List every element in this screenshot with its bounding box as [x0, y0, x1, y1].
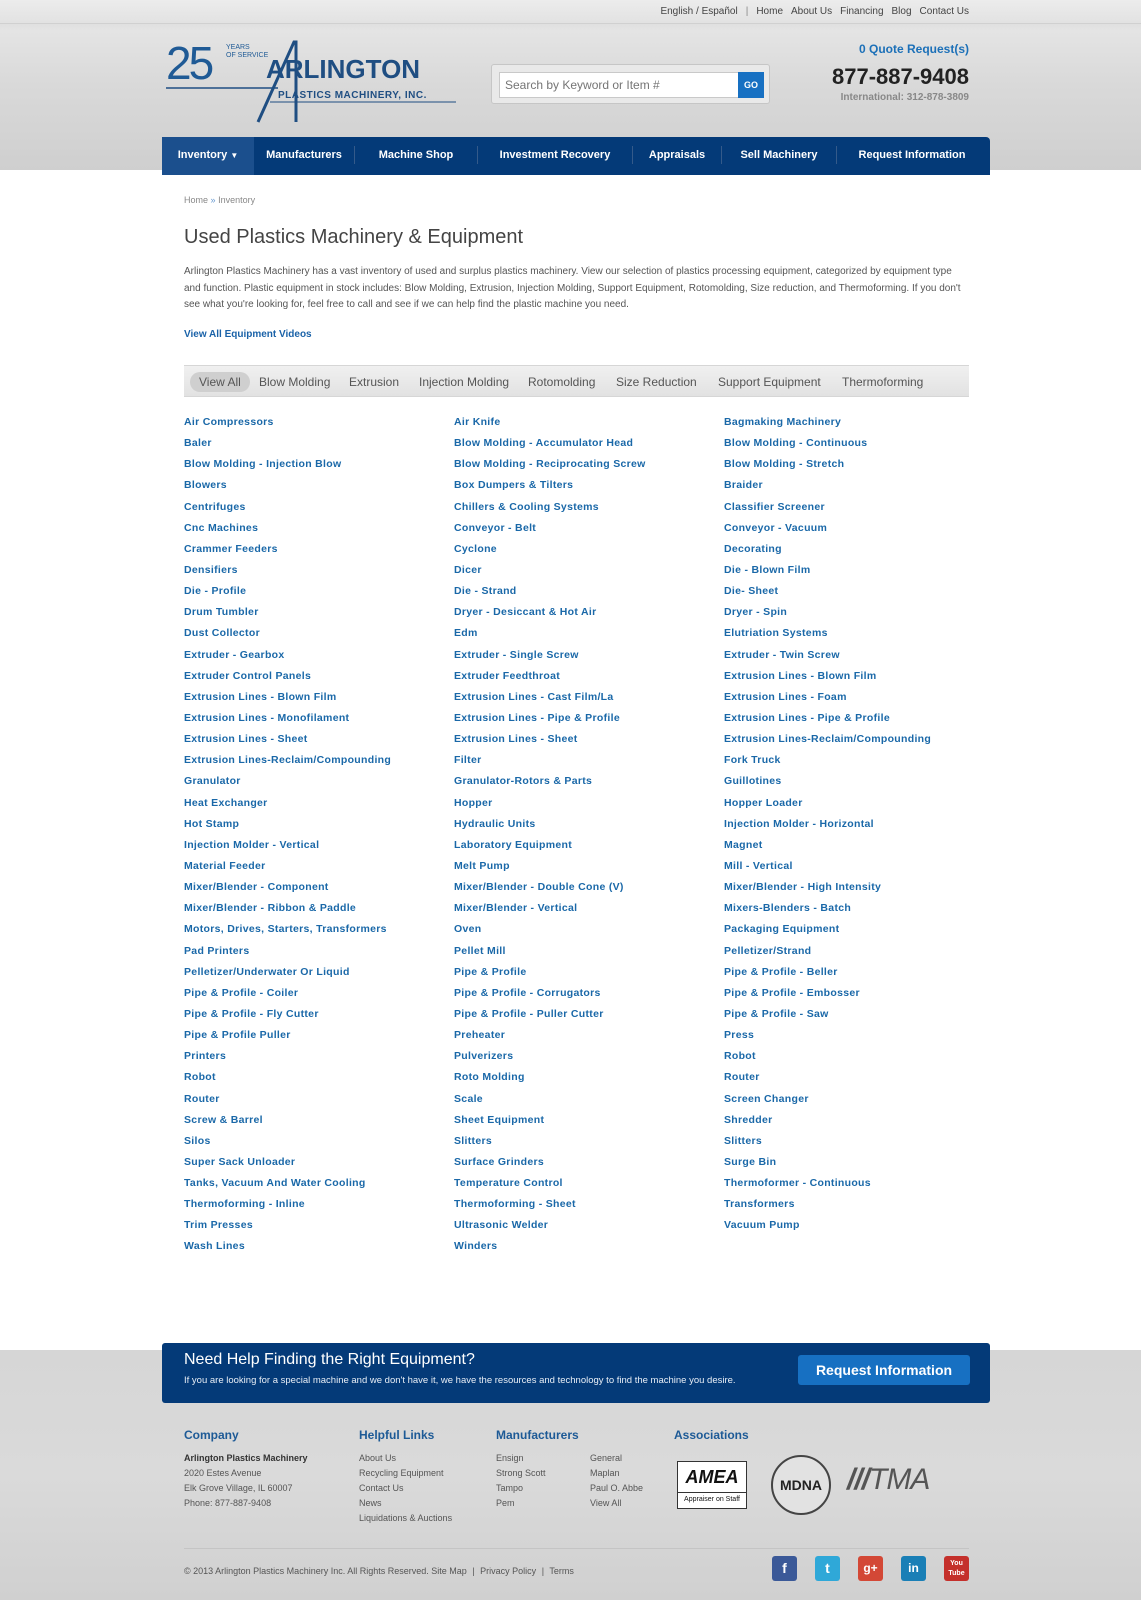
category-link[interactable]: Cnc Machines [184, 521, 259, 534]
mdna-logo-text: MDNA [780, 1477, 822, 1493]
googleplus-icon[interactable]: g+ [858, 1556, 883, 1581]
filter-extrusion[interactable]: Extrusion [349, 375, 400, 389]
category-link[interactable]: Mixer/Blender - Ribbon & Paddle [184, 902, 357, 915]
tma-logo[interactable] [847, 1463, 929, 1497]
category-link[interactable]: Scale [454, 1092, 483, 1105]
category-link[interactable]: Blow Molding - Reciprocating Screw [454, 458, 646, 471]
manufacturer-link[interactable]: Maplan [590, 1468, 620, 1478]
intro-paragraph: Arlington Plastics Machinery has a vast inventory of used and surplus plastics machinery. View our selection of plastics processing equipment, categorized by equipment type and function. Plastic equipment in stock includes: Blow Molding, Extrusion, Injection Molding, Support Equipment, Rotomolding, Size reduction, and Thermoforming. If you don't see what you're looking for, feel free to call and see if we can help find the plastic machine you need. [184, 266, 961, 310]
category-link[interactable]: Injection Molder - Horizontal [724, 817, 874, 830]
category-link[interactable]: Laboratory Equipment [454, 838, 573, 851]
footer-terms-link[interactable]: Terms [549, 1566, 574, 1576]
category-link[interactable]: Thermoformer - Continuous [724, 1177, 871, 1190]
filter-view-all[interactable]: View All [190, 372, 250, 392]
youtube-icon[interactable]: You Tube [944, 1556, 969, 1581]
category-link[interactable]: Surface Grinders [454, 1155, 544, 1168]
category-link[interactable]: Die - Profile [184, 585, 247, 598]
footer-manufacturers [496, 1428, 656, 1511]
category-link[interactable]: Tanks, Vacuum And Water Cooling [184, 1177, 366, 1190]
nav-sell-machinery[interactable]: Sell Machinery [740, 149, 818, 161]
category-link[interactable]: Blow Molding - Continuous [724, 437, 868, 450]
category-link[interactable]: Classifier Screener [724, 500, 825, 513]
logo-years-line2: OF SERVICE [226, 52, 269, 59]
category-link[interactable]: Melt Pump [454, 859, 510, 872]
category-link[interactable]: Mixers-Blenders - Batch [724, 902, 852, 915]
manufacturer-link[interactable]: Strong Scott [496, 1468, 546, 1478]
category-link[interactable]: Die- Sheet [724, 585, 779, 598]
category-link[interactable]: Chillers & Cooling Systems [454, 500, 599, 513]
category-link[interactable]: Centrifuges [184, 500, 246, 513]
category-link[interactable]: Trim Presses [184, 1219, 253, 1232]
category-column-3 [724, 416, 984, 1240]
category-link[interactable]: Dryer - Desiccant & Hot Air [454, 606, 597, 619]
company-phone: Phone: 877-887-9408 [184, 1498, 272, 1508]
filter-blow-molding[interactable]: Blow Molding [259, 375, 331, 389]
category-link[interactable]: Extrusion Lines - Sheet [184, 733, 308, 746]
category-link[interactable]: Extrusion Lines - Foam [724, 690, 847, 703]
view-videos-link[interactable]: View All Equipment Videos [184, 329, 312, 340]
filter-thermoforming[interactable]: Thermoforming [842, 375, 924, 389]
nav-machine-shop[interactable]: Machine Shop [378, 149, 454, 161]
breadcrumb [184, 195, 255, 205]
search-go-button[interactable]: GO [738, 72, 764, 98]
category-link[interactable]: Granulator-Rotors & Parts [454, 775, 593, 788]
category-link[interactable]: Transformers [724, 1198, 795, 1211]
quote-requests-link[interactable]: 0 Quote Request(s) [858, 42, 969, 56]
category-link[interactable]: Conveyor - Belt [454, 521, 537, 534]
top-link-about[interactable]: About Us [791, 6, 833, 17]
manufacturer-link[interactable]: General [590, 1453, 623, 1463]
category-link[interactable]: Filter [454, 754, 482, 767]
category-link[interactable]: Vacuum Pump [724, 1219, 800, 1232]
category-link[interactable]: Braider [724, 479, 763, 492]
category-link[interactable]: Baler [184, 437, 212, 450]
category-link[interactable]: Extrusion Lines-Reclaim/Compounding [184, 754, 392, 767]
category-link[interactable]: Extruder - Gearbox [184, 648, 285, 661]
mdna-logo[interactable] [771, 1455, 831, 1515]
twitter-icon[interactable]: t [815, 1556, 840, 1581]
facebook-icon[interactable]: f [772, 1556, 797, 1581]
category-link[interactable]: Material Feeder [184, 859, 266, 872]
category-link[interactable]: Motors, Drives, Starters, Transformers [184, 923, 387, 936]
category-link[interactable]: Dust Collector [184, 627, 260, 640]
category-link[interactable]: Pellet Mill [454, 944, 506, 957]
breadcrumb-separator: » [210, 195, 216, 205]
category-link[interactable]: Silos [184, 1134, 211, 1147]
category-link[interactable]: Robot [724, 1050, 756, 1063]
category-link[interactable]: Air Knife [454, 416, 501, 428]
category-link[interactable]: Extrusion Lines - Cast Film/La [454, 690, 614, 703]
category-link[interactable]: Extruder Feedthroat [454, 669, 561, 682]
logo-tagline: PLASTICS MACHINERY, INC. [278, 90, 427, 101]
company-address-2: Elk Grove Village, IL 60007 [184, 1483, 293, 1493]
header-contact [832, 42, 969, 103]
category-link[interactable]: Pipe & Profile - Corrugators [454, 986, 601, 999]
category-link[interactable]: Thermoforming - Inline [184, 1198, 305, 1211]
category-link[interactable]: Extrusion Lines - Blown Film [184, 690, 337, 703]
logo-years-line1: YEARS [226, 44, 250, 51]
page-title: Used Plastics Machinery & Equipment [184, 226, 524, 248]
filter-support-equipment[interactable]: Support Equipment [718, 375, 821, 389]
category-link[interactable]: Extrusion Lines - Pipe & Profile [724, 711, 890, 724]
category-link[interactable]: Super Sack Unloader [184, 1155, 296, 1168]
category-link[interactable]: Cyclone [454, 542, 497, 555]
search-box [491, 64, 770, 104]
company-name: Arlington Plastics Machinery [184, 1453, 308, 1463]
tma-logo-text: TMA [869, 1463, 930, 1496]
manufacturer-link[interactable]: Tampo [496, 1483, 524, 1493]
category-link[interactable]: Air Compressors [184, 416, 274, 428]
category-link[interactable]: Pipe & Profile - Puller Cutter [454, 1007, 604, 1020]
category-link[interactable]: Blowers [184, 479, 227, 492]
top-link-blog[interactable]: Blog [891, 6, 912, 17]
footer-associations-heading: Associations [674, 1428, 749, 1442]
category-link[interactable]: Press [724, 1029, 755, 1042]
footer-divider [184, 1548, 969, 1549]
logo-brand: ARLINGTON [266, 54, 421, 84]
filter-injection-molding[interactable]: Injection Molding [419, 375, 510, 389]
category-link[interactable]: Drum Tumbler [184, 606, 259, 619]
category-link[interactable]: Extruder Control Panels [184, 669, 312, 682]
topbar-separator: | [745, 6, 749, 17]
category-link[interactable]: Fork Truck [724, 754, 781, 767]
category-link[interactable]: Pipe & Profile - Embosser [724, 986, 860, 999]
category-link[interactable]: Blow Molding - Injection Blow [184, 458, 342, 471]
footer-helpful-links [359, 1428, 452, 1526]
category-link[interactable]: Slitters [454, 1134, 492, 1147]
breadcrumb-current[interactable]: Inventory [218, 195, 256, 205]
category-link[interactable]: Extrusion Lines - Pipe & Profile [454, 711, 620, 724]
request-information-button[interactable]: Request Information [798, 1355, 970, 1385]
filter-size-reduction[interactable]: Size Reduction [616, 375, 697, 389]
category-column-2 [454, 416, 714, 1262]
category-link[interactable]: Roto Molding [454, 1071, 525, 1084]
international-phone: International: 312-878-3809 [840, 92, 969, 103]
category-link[interactable]: Pelletizer/Strand [724, 944, 812, 957]
category-link[interactable]: Robot [184, 1071, 216, 1084]
category-link[interactable]: Pad Printers [184, 944, 250, 957]
category-link[interactable]: Mixer/Blender - Component [184, 881, 329, 894]
category-link[interactable]: Preheater [454, 1029, 506, 1042]
category-link[interactable]: Pelletizer/Underwater Or Liquid [184, 965, 350, 978]
category-link[interactable]: Temperature Control [454, 1177, 563, 1190]
category-link[interactable]: Slitters [724, 1134, 762, 1147]
category-link[interactable]: Die - Blown Film [724, 563, 811, 576]
tma-stripes-icon: /// [847, 1463, 870, 1496]
footer-link-separator: | [472, 1566, 475, 1576]
social-links [772, 1556, 969, 1581]
category-link[interactable]: Densifiers [184, 563, 238, 576]
category-filter-bar [184, 365, 969, 397]
category-link[interactable]: Pulverizers [454, 1050, 514, 1063]
footer-privacy-link[interactable]: Privacy Policy [480, 1566, 537, 1576]
copyright-bar [184, 1566, 574, 1576]
category-link[interactable]: Winders [454, 1240, 498, 1253]
category-link[interactable]: Sheet Equipment [454, 1113, 545, 1126]
logo-years-text [226, 44, 268, 60]
filter-rotomolding[interactable]: Rotomolding [528, 375, 596, 389]
help-subtitle: If you are looking for a special machine and we don't have it, we have the resources and technology to find the machine you desire. [184, 1375, 736, 1386]
manufacturer-list-1 [496, 1451, 590, 1511]
category-link[interactable]: Injection Molder - Vertical [184, 838, 320, 851]
category-link[interactable]: Printers [184, 1050, 227, 1063]
manufacturer-link[interactable]: Ensign [496, 1453, 524, 1463]
manufacturer-list-2 [590, 1451, 643, 1511]
breadcrumb-home[interactable]: Home [184, 195, 209, 205]
footer-link-contact[interactable]: Contact Us [359, 1483, 404, 1493]
nav-request-information[interactable]: Request Information [858, 149, 966, 161]
category-link[interactable]: Surge Bin [724, 1155, 777, 1168]
nav-investment-recovery[interactable]: Investment Recovery [499, 149, 611, 161]
footer-link-recycling[interactable]: Recycling Equipment [359, 1468, 444, 1478]
category-link[interactable]: Mixer/Blender - Vertical [454, 902, 578, 915]
category-link[interactable]: Screen Changer [724, 1092, 809, 1105]
category-link[interactable]: Pipe & Profile Puller [184, 1029, 291, 1042]
manufacturer-view-all[interactable]: View All [590, 1498, 622, 1508]
association-logos [675, 1455, 945, 1515]
top-links [660, 6, 969, 17]
nav-appraisals[interactable]: Appraisals [648, 149, 706, 161]
footer-manufacturers-heading: Manufacturers [496, 1428, 579, 1442]
logo-years-number: 25 [166, 37, 212, 89]
category-link[interactable]: Crammer Feeders [184, 542, 278, 555]
phone-number: 877-887-9408 [831, 64, 969, 89]
category-link[interactable]: Oven [454, 923, 482, 936]
category-link[interactable]: Pipe & Profile - Beller [724, 965, 838, 978]
category-link[interactable]: Extrusion Lines - Sheet [454, 733, 578, 746]
category-link[interactable]: Magnet [724, 838, 763, 851]
category-link[interactable]: Edm [454, 627, 478, 640]
category-link[interactable]: Mixer/Blender - High Intensity [724, 881, 882, 894]
category-column-1 [184, 416, 444, 1262]
category-link[interactable]: Dicer [454, 563, 482, 576]
manufacturer-link[interactable]: Pem [496, 1498, 515, 1508]
copyright-text: © 2013 Arlington Plastics Machinery Inc. All Rights Reserved. [184, 1566, 429, 1576]
category-link[interactable]: Die - Strand [454, 585, 517, 598]
footer-company [184, 1428, 308, 1511]
category-link[interactable]: Granulator [184, 775, 241, 788]
category-link[interactable]: Router [724, 1071, 760, 1084]
category-link[interactable]: Router [184, 1092, 220, 1105]
category-link[interactable]: Mixer/Blender - Double Cone (V) [454, 881, 624, 894]
category-link[interactable]: Pipe & Profile - Coiler [184, 986, 299, 999]
category-link[interactable]: Wash Lines [184, 1240, 245, 1253]
category-link[interactable]: Hydraulic Units [454, 817, 536, 830]
manufacturer-link[interactable]: Paul O. Abbe [590, 1483, 644, 1493]
footer-link-about[interactable]: About Us [359, 1453, 397, 1463]
category-link[interactable]: Screw & Barrel [184, 1113, 263, 1126]
nav-manufacturers[interactable]: Manufacturers [266, 149, 342, 161]
footer-helpful-heading: Helpful Links [359, 1428, 435, 1442]
amea-appraiser-text: Appraiser on Staff [678, 1492, 746, 1507]
caret-down-icon: ▼ [230, 151, 239, 160]
footer-associations [674, 1428, 749, 1451]
category-link[interactable]: Packaging Equipment [724, 923, 840, 936]
manufacturer-lists [496, 1451, 656, 1511]
category-link[interactable]: Hot Stamp [184, 817, 240, 830]
help-title: Need Help Finding the Right Equipment? [184, 1351, 475, 1368]
category-link[interactable]: Extrusion Lines - Monofilament [184, 711, 350, 724]
category-link[interactable]: Decorating [724, 542, 782, 555]
footer-link-liquidations[interactable]: Liquidations & Auctions [359, 1513, 453, 1523]
category-link[interactable]: Conveyor - Vacuum [724, 521, 828, 534]
category-link[interactable]: Extrusion Lines-Reclaim/Compounding [724, 733, 932, 746]
nav-inventory-label: Inventory [177, 149, 228, 161]
site-logo[interactable] [166, 37, 466, 126]
category-link[interactable]: Blow Molding - Accumulator Head [454, 437, 634, 450]
category-link[interactable]: Elutriation Systems [724, 627, 828, 640]
category-link[interactable]: Bagmaking Machinery [724, 416, 842, 428]
company-address-1: 2020 Estes Avenue [184, 1468, 262, 1478]
footer-sitemap-link[interactable]: Site Map [431, 1566, 467, 1576]
footer-company-heading: Company [184, 1428, 239, 1442]
category-link[interactable]: Hopper Loader [724, 796, 803, 809]
category-link[interactable]: Extruder - Single Screw [454, 648, 579, 661]
category-link[interactable]: Hopper [454, 796, 493, 809]
footer-link-separator: | [541, 1566, 545, 1576]
top-link-contact[interactable]: Contact Us [919, 6, 969, 17]
category-link[interactable]: Shredder [724, 1113, 773, 1126]
category-link[interactable]: Extruder - Twin Screw [724, 648, 840, 661]
category-link[interactable]: Box Dumpers & Tilters [454, 479, 574, 492]
category-link[interactable]: Ultrasonic Welder [454, 1219, 549, 1232]
amea-logo[interactable] [677, 1461, 747, 1509]
category-link[interactable]: Thermoforming - Sheet [454, 1198, 576, 1211]
category-link[interactable]: Pipe & Profile - Saw [724, 1007, 829, 1020]
language-switch[interactable]: English / Español [660, 6, 738, 17]
linkedin-icon[interactable]: in [901, 1556, 926, 1581]
category-link[interactable]: Heat Exchanger [184, 796, 268, 809]
top-link-financing[interactable]: Financing [840, 6, 884, 17]
main-nav [162, 137, 990, 175]
category-link[interactable]: Guillotines [724, 775, 782, 788]
category-link[interactable]: Extrusion Lines - Blown Film [724, 669, 877, 682]
nav-inventory[interactable] [162, 137, 254, 175]
amea-logo-text: AMEA [685, 1467, 739, 1487]
category-link[interactable]: Dryer - Spin [724, 606, 788, 619]
top-link-home[interactable]: Home [756, 6, 784, 17]
category-link[interactable]: Pipe & Profile [454, 965, 527, 978]
category-link[interactable]: Mill - Vertical [724, 859, 793, 872]
top-bar [0, 0, 1141, 24]
search-input[interactable] [499, 72, 739, 98]
footer-link-news[interactable]: News [359, 1498, 382, 1508]
help-banner [162, 1343, 990, 1403]
category-link[interactable]: Blow Molding - Stretch [724, 458, 845, 471]
category-link[interactable]: Pipe & Profile - Fly Cutter [184, 1007, 319, 1020]
